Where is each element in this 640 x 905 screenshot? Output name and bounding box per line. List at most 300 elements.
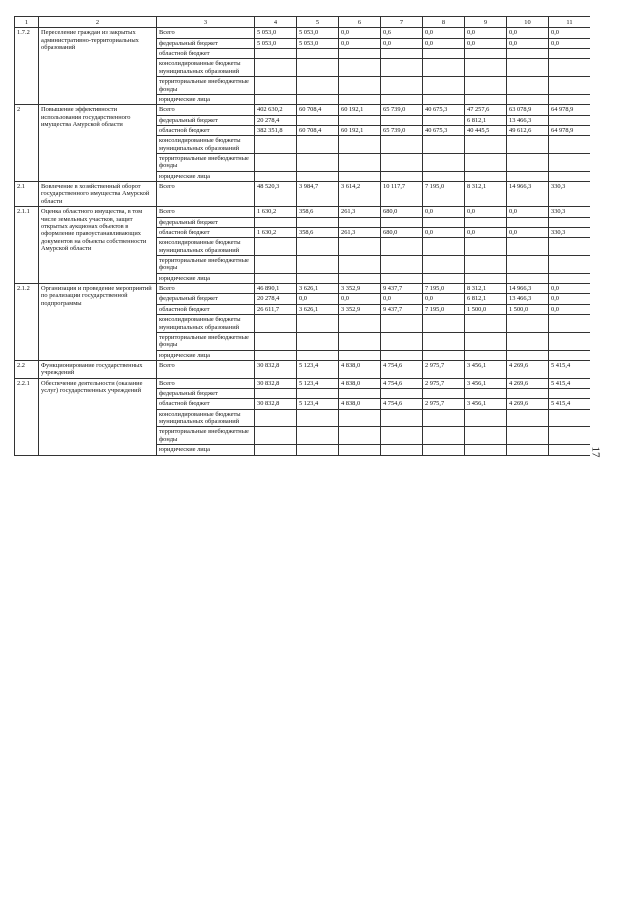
amount-cell [465, 273, 507, 283]
amount-cell [297, 136, 339, 154]
funding-source: юридические лица [157, 445, 255, 455]
amount-cell [549, 427, 591, 445]
amount-cell: 40 445,5 [465, 125, 507, 135]
amount-cell [339, 332, 381, 350]
amount-cell: 4 838,0 [339, 378, 381, 388]
budget-table-container [14, 16, 590, 456]
funding-source: Всего [157, 378, 255, 388]
amount-cell [255, 389, 297, 399]
amount-cell [549, 77, 591, 95]
funding-source: территориальные внебюджетные фонды [157, 332, 255, 350]
column-header: 11 [549, 17, 591, 28]
amount-cell [465, 409, 507, 427]
amount-cell [381, 94, 423, 104]
amount-cell: 1 630,2 [255, 227, 297, 237]
amount-cell [255, 255, 297, 273]
amount-cell [255, 94, 297, 104]
amount-cell [255, 409, 297, 427]
amount-cell [255, 315, 297, 333]
amount-cell: 8 312,1 [465, 182, 507, 207]
item-number: 2.2 [15, 360, 39, 378]
amount-cell [339, 49, 381, 59]
amount-cell [549, 171, 591, 181]
amount-cell [423, 445, 465, 455]
amount-cell [507, 332, 549, 350]
amount-cell [549, 350, 591, 360]
item-name: Обеспечение деятельности (оказание услуг) государственных учреждений [39, 378, 157, 455]
amount-cell [339, 427, 381, 445]
amount-cell: 4 838,0 [339, 360, 381, 378]
amount-cell [465, 94, 507, 104]
amount-cell: 3 984,7 [297, 182, 339, 207]
amount-cell [507, 445, 549, 455]
amount-cell [297, 445, 339, 455]
amount-cell [465, 171, 507, 181]
amount-cell [549, 332, 591, 350]
amount-cell: 20 278,4 [255, 115, 297, 125]
amount-cell [423, 154, 465, 172]
amount-cell [423, 77, 465, 95]
amount-cell: 2 975,7 [423, 378, 465, 388]
amount-cell: 64 978,9 [549, 125, 591, 135]
amount-cell [381, 273, 423, 283]
column-header: 9 [465, 17, 507, 28]
amount-cell [423, 94, 465, 104]
amount-cell: 63 078,9 [507, 105, 549, 115]
amount-cell [339, 77, 381, 95]
amount-cell: 7 195,0 [423, 182, 465, 207]
amount-cell [381, 217, 423, 227]
amount-cell [339, 315, 381, 333]
item-name: Функционирование государственных учреждений [39, 360, 157, 378]
amount-cell [507, 49, 549, 59]
amount-cell: 0,0 [465, 28, 507, 38]
amount-cell: 20 278,4 [255, 294, 297, 304]
amount-cell: 0,0 [465, 227, 507, 237]
amount-cell [381, 315, 423, 333]
amount-cell [507, 171, 549, 181]
amount-cell [465, 427, 507, 445]
amount-cell: 7 195,0 [423, 284, 465, 294]
amount-cell: 0,0 [549, 284, 591, 294]
funding-source: юридические лица [157, 273, 255, 283]
funding-source: федеральный бюджет [157, 389, 255, 399]
amount-cell: 5 415,4 [549, 360, 591, 378]
amount-cell: 3 352,9 [339, 284, 381, 294]
amount-cell [549, 389, 591, 399]
amount-cell [297, 49, 339, 59]
amount-cell [423, 389, 465, 399]
table-row [15, 284, 591, 294]
funding-source: Всего [157, 28, 255, 38]
item-name: Повышение эффективности использования государственного имущества Амурской области [39, 105, 157, 182]
column-header: 10 [507, 17, 549, 28]
amount-cell: 64 978,9 [549, 105, 591, 115]
amount-cell [297, 154, 339, 172]
amount-cell [423, 255, 465, 273]
amount-cell: 0,0 [423, 294, 465, 304]
amount-cell [297, 389, 339, 399]
amount-cell [549, 273, 591, 283]
budget-table [14, 16, 590, 456]
column-header: 1 [15, 17, 39, 28]
item-name: Переселение граждан из закрытых административно-территориальных образований [39, 28, 157, 105]
funding-source: Всего [157, 105, 255, 115]
amount-cell: 4 269,6 [507, 378, 549, 388]
amount-cell [423, 59, 465, 77]
amount-cell [381, 389, 423, 399]
funding-source: юридические лица [157, 350, 255, 360]
amount-cell: 0,0 [339, 294, 381, 304]
amount-cell [297, 59, 339, 77]
amount-cell [339, 115, 381, 125]
amount-cell: 6 812,1 [465, 115, 507, 125]
amount-cell [255, 154, 297, 172]
amount-cell: 261,3 [339, 207, 381, 217]
amount-cell [297, 427, 339, 445]
amount-cell [423, 273, 465, 283]
amount-cell: 5 053,0 [255, 38, 297, 48]
funding-source: территориальные внебюджетные фонды [157, 154, 255, 172]
amount-cell [381, 59, 423, 77]
amount-cell: 358,6 [297, 207, 339, 217]
amount-cell: 3 614,2 [339, 182, 381, 207]
amount-cell [339, 350, 381, 360]
item-number: 2.1.1 [15, 207, 39, 284]
amount-cell [549, 115, 591, 125]
amount-cell [465, 217, 507, 227]
amount-cell: 2 975,7 [423, 360, 465, 378]
funding-source: консолидированные бюджеты муниципальных образований [157, 409, 255, 427]
amount-cell [507, 77, 549, 95]
amount-cell: 1 500,0 [465, 304, 507, 314]
amount-cell: 0,0 [507, 207, 549, 217]
amount-cell: 0,0 [507, 38, 549, 48]
amount-cell [465, 315, 507, 333]
amount-cell [549, 136, 591, 154]
amount-cell [255, 238, 297, 256]
amount-cell [339, 389, 381, 399]
amount-cell: 382 351,8 [255, 125, 297, 135]
amount-cell [297, 171, 339, 181]
amount-cell [339, 59, 381, 77]
amount-cell [381, 332, 423, 350]
amount-cell: 3 352,9 [339, 304, 381, 314]
funding-source: территориальные внебюджетные фонды [157, 255, 255, 273]
amount-cell: 47 257,6 [465, 105, 507, 115]
funding-source: юридические лица [157, 94, 255, 104]
amount-cell: 3 456,1 [465, 399, 507, 409]
amount-cell: 30 832,8 [255, 360, 297, 378]
amount-cell: 0,0 [423, 227, 465, 237]
amount-cell: 5 053,0 [297, 38, 339, 48]
amount-cell: 60 192,1 [339, 125, 381, 135]
amount-cell: 0,0 [423, 38, 465, 48]
amount-cell: 0,0 [549, 294, 591, 304]
amount-cell [465, 350, 507, 360]
amount-cell: 0,0 [423, 28, 465, 38]
amount-cell: 40 675,3 [423, 125, 465, 135]
column-header: 6 [339, 17, 381, 28]
amount-cell: 3 626,1 [297, 304, 339, 314]
amount-cell: 7 195,0 [423, 304, 465, 314]
funding-source: федеральный бюджет [157, 115, 255, 125]
amount-cell [255, 59, 297, 77]
amount-cell [339, 445, 381, 455]
amount-cell [549, 154, 591, 172]
amount-cell [465, 389, 507, 399]
amount-cell [507, 255, 549, 273]
amount-cell: 65 739,0 [381, 125, 423, 135]
amount-cell [507, 94, 549, 104]
amount-cell [549, 238, 591, 256]
amount-cell: 5 123,4 [297, 378, 339, 388]
amount-cell [381, 445, 423, 455]
funding-source: областной бюджет [157, 399, 255, 409]
amount-cell [507, 136, 549, 154]
amount-cell [423, 217, 465, 227]
amount-cell [381, 49, 423, 59]
amount-cell [339, 217, 381, 227]
item-number: 1.7.2 [15, 28, 39, 105]
amount-cell [507, 350, 549, 360]
amount-cell [339, 94, 381, 104]
amount-cell: 0,0 [339, 28, 381, 38]
amount-cell [465, 49, 507, 59]
amount-cell: 40 675,3 [423, 105, 465, 115]
amount-cell: 6 812,1 [465, 294, 507, 304]
item-name: Организация и проведение мероприятий по реализации государственной подпрограммы [39, 284, 157, 361]
amount-cell: 0,0 [465, 207, 507, 217]
amount-cell: 26 611,7 [255, 304, 297, 314]
amount-cell [507, 238, 549, 256]
amount-cell: 4 754,6 [381, 399, 423, 409]
amount-cell [381, 115, 423, 125]
amount-cell: 10 117,7 [381, 182, 423, 207]
amount-cell: 0,0 [549, 304, 591, 314]
amount-cell [507, 154, 549, 172]
amount-cell [297, 332, 339, 350]
amount-cell: 5 123,4 [297, 399, 339, 409]
table-row [15, 207, 591, 217]
amount-cell: 14 966,3 [507, 284, 549, 294]
amount-cell [339, 238, 381, 256]
amount-cell: 5 053,0 [297, 28, 339, 38]
amount-cell: 330,3 [549, 182, 591, 207]
amount-cell [465, 332, 507, 350]
funding-source: Всего [157, 284, 255, 294]
column-header: 4 [255, 17, 297, 28]
amount-cell: 2 975,7 [423, 399, 465, 409]
amount-cell [297, 238, 339, 256]
amount-cell: 0,0 [549, 28, 591, 38]
amount-cell [549, 217, 591, 227]
amount-cell [423, 171, 465, 181]
amount-cell: 30 832,8 [255, 399, 297, 409]
amount-cell [423, 49, 465, 59]
column-header: 2 [39, 17, 157, 28]
amount-cell [381, 409, 423, 427]
item-name: Вовлечение в хозяйственный оборот государственного имущества Амурской области [39, 182, 157, 207]
amount-cell: 3 456,1 [465, 360, 507, 378]
funding-source: консолидированные бюджеты муниципальных образований [157, 59, 255, 77]
amount-cell [549, 94, 591, 104]
amount-cell: 1 500,0 [507, 304, 549, 314]
amount-cell: 14 966,3 [507, 182, 549, 207]
table-row [15, 105, 591, 115]
funding-source: консолидированные бюджеты муниципальных образований [157, 315, 255, 333]
amount-cell [549, 49, 591, 59]
amount-cell: 680,0 [381, 227, 423, 237]
amount-cell [255, 49, 297, 59]
amount-cell [465, 136, 507, 154]
amount-cell [549, 255, 591, 273]
amount-cell [339, 255, 381, 273]
amount-cell [339, 273, 381, 283]
amount-cell [339, 171, 381, 181]
amount-cell: 5 415,4 [549, 378, 591, 388]
amount-cell [297, 315, 339, 333]
funding-source: Всего [157, 360, 255, 378]
amount-cell: 8 312,1 [465, 284, 507, 294]
table-row [15, 360, 591, 378]
amount-cell [549, 409, 591, 427]
amount-cell [255, 77, 297, 95]
amount-cell [381, 154, 423, 172]
amount-cell [465, 445, 507, 455]
amount-cell: 5 415,4 [549, 399, 591, 409]
amount-cell: 0,0 [339, 38, 381, 48]
funding-source: территориальные внебюджетные фонды [157, 77, 255, 95]
amount-cell: 30 832,8 [255, 378, 297, 388]
amount-cell [297, 94, 339, 104]
amount-cell: 9 437,7 [381, 304, 423, 314]
amount-cell [423, 409, 465, 427]
funding-source: областной бюджет [157, 49, 255, 59]
amount-cell: 0,0 [549, 38, 591, 48]
amount-cell [297, 115, 339, 125]
table-body [15, 28, 591, 455]
page-number: 17 [589, 446, 602, 458]
amount-cell [339, 136, 381, 154]
amount-cell [423, 350, 465, 360]
amount-cell: 60 708,4 [297, 125, 339, 135]
funding-source: областной бюджет [157, 125, 255, 135]
funding-source: областной бюджет [157, 227, 255, 237]
funding-source: консолидированные бюджеты муниципальных образований [157, 136, 255, 154]
funding-source: областной бюджет [157, 304, 255, 314]
amount-cell: 4 269,6 [507, 399, 549, 409]
funding-source: федеральный бюджет [157, 217, 255, 227]
funding-source: юридические лица [157, 171, 255, 181]
amount-cell [255, 427, 297, 445]
amount-cell: 0,0 [381, 294, 423, 304]
amount-cell [423, 427, 465, 445]
amount-cell [423, 136, 465, 154]
amount-cell [381, 255, 423, 273]
amount-cell [465, 59, 507, 77]
amount-cell [381, 77, 423, 95]
amount-cell: 13 466,3 [507, 294, 549, 304]
column-header: 8 [423, 17, 465, 28]
amount-cell [507, 273, 549, 283]
amount-cell [507, 315, 549, 333]
amount-cell [465, 238, 507, 256]
amount-cell: 330,3 [549, 227, 591, 237]
amount-cell: 60 192,1 [339, 105, 381, 115]
amount-cell [255, 350, 297, 360]
amount-cell: 3 626,1 [297, 284, 339, 294]
amount-cell [339, 154, 381, 172]
amount-cell: 3 456,1 [465, 378, 507, 388]
funding-source: Всего [157, 207, 255, 217]
amount-cell [297, 350, 339, 360]
amount-cell: 9 437,7 [381, 284, 423, 294]
column-header: 5 [297, 17, 339, 28]
item-number: 2.2.1 [15, 378, 39, 455]
amount-cell: 4 269,6 [507, 360, 549, 378]
amount-cell [423, 315, 465, 333]
amount-cell [423, 332, 465, 350]
amount-cell [255, 332, 297, 350]
amount-cell [465, 154, 507, 172]
amount-cell: 0,0 [297, 294, 339, 304]
table-row [15, 28, 591, 38]
amount-cell: 0,0 [507, 227, 549, 237]
amount-cell: 5 053,0 [255, 28, 297, 38]
amount-cell: 358,6 [297, 227, 339, 237]
amount-cell: 60 708,4 [297, 105, 339, 115]
funding-source: федеральный бюджет [157, 294, 255, 304]
amount-cell [297, 77, 339, 95]
column-header: 7 [381, 17, 423, 28]
amount-cell: 48 520,3 [255, 182, 297, 207]
amount-cell: 402 630,2 [255, 105, 297, 115]
table-row [15, 182, 591, 207]
amount-cell: 0,0 [423, 207, 465, 217]
amount-cell [381, 427, 423, 445]
funding-source: консолидированные бюджеты муниципальных образований [157, 238, 255, 256]
amount-cell: 330,3 [549, 207, 591, 217]
funding-source: федеральный бюджет [157, 38, 255, 48]
amount-cell: 13 466,3 [507, 115, 549, 125]
amount-cell [339, 409, 381, 427]
amount-cell [507, 409, 549, 427]
amount-cell [507, 59, 549, 77]
amount-cell: 0,6 [381, 28, 423, 38]
amount-cell: 4 838,0 [339, 399, 381, 409]
amount-cell [297, 217, 339, 227]
amount-cell [381, 238, 423, 256]
amount-cell: 46 890,1 [255, 284, 297, 294]
amount-cell [255, 445, 297, 455]
amount-cell [381, 136, 423, 154]
amount-cell [297, 273, 339, 283]
amount-cell [507, 427, 549, 445]
item-name: Оценка областного имущества, в том числе земельных участков, защит открытых аукционах объектов в оформление правоустанавливающих документов на объекты собственности Амурской области [39, 207, 157, 284]
item-number: 2.1.2 [15, 284, 39, 361]
amount-cell [549, 315, 591, 333]
amount-cell [465, 77, 507, 95]
amount-cell [297, 409, 339, 427]
amount-cell: 4 754,6 [381, 360, 423, 378]
item-number: 2.1 [15, 182, 39, 207]
amount-cell [507, 389, 549, 399]
amount-cell [255, 273, 297, 283]
amount-cell [507, 217, 549, 227]
funding-source: Всего [157, 182, 255, 207]
amount-cell [549, 59, 591, 77]
